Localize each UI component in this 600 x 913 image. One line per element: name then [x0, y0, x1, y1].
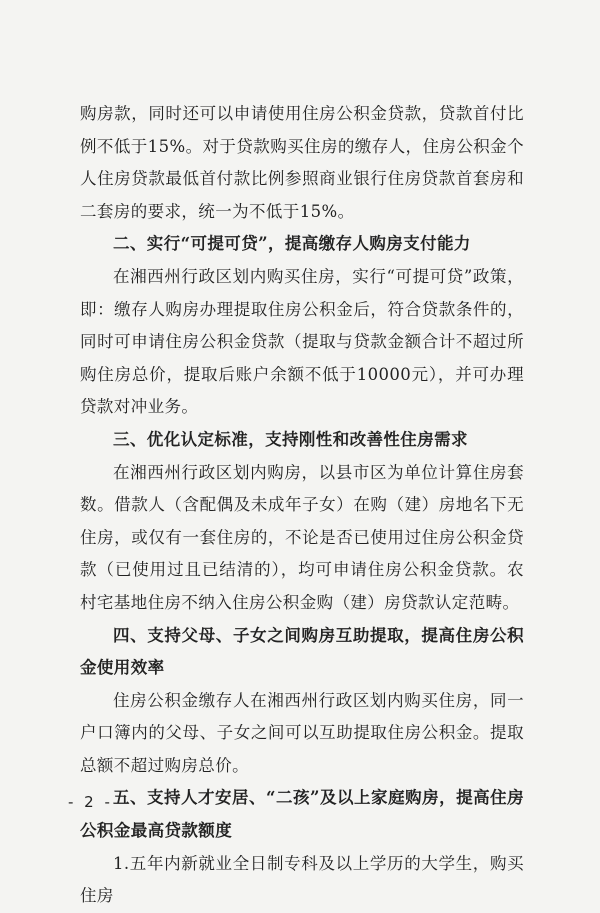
section-heading-5: 五、支持人才安居、“二孩”及以上家庭购房，提高住房公积金最高贷款额度 [80, 788, 524, 841]
section-heading-4: 四、支持父母、子女之间购房互助提取，提高住房公积金使用效率 [80, 625, 524, 678]
paragraph-graduates: 1.五年内新就业全日制专科及以上学历的大学生，购买住房 [80, 853, 524, 906]
document-body [80, 98, 524, 913]
section-heading-3: 三、优化认定标准，支持刚性和改善性住房需求 [113, 429, 468, 449]
paragraph-family-mutual-withdrawal: 住房公积金缴存人在湘西州行政区划内购买住房，同一户口簿内的父母、子女之间可以互助提取住房公积金。提取总额不超过购房总价。 [80, 690, 524, 775]
paragraph-down-payment: 购房款，同时还可以申请使用住房公积金贷款，贷款首付比例不低于15%。对于贷款购买住房的缴存人，住房公积金个人住房贷款最低首付款比例参照商业银行住房贷款首套房和二套房的要求，统一为不低于15%。 [80, 104, 524, 221]
paragraph-housing-count: 在湘西州行政区划内购房，以县市区为单位计算住房套数。借款人（含配偶及未成年子女）在购（建）房地名下无住房，或仅有一套住房的，不论是否已使用过住房公积金贷款（已使用过且已结清的），均可申请住房公积金贷款。农村宅基地住房不纳入住房公积金购（建）房贷款认定范畴。 [80, 462, 524, 612]
page-number: - 2 - [68, 793, 113, 811]
paragraph-withdraw-and-loan: 在湘西州行政区划内购买住房，实行“可提可贷”政策，即：缴存人购房办理提取住房公积金后，符合贷款条件的，同时可申请住房公积金贷款（提取与贷款金额合计不超过所购住房总价，提取后账户余额不低于10000元），并可办理贷款对冲业务。 [80, 266, 524, 417]
section-heading-2: 二、实行“可提可贷”，提高缴存人购房支付能力 [113, 234, 471, 254]
